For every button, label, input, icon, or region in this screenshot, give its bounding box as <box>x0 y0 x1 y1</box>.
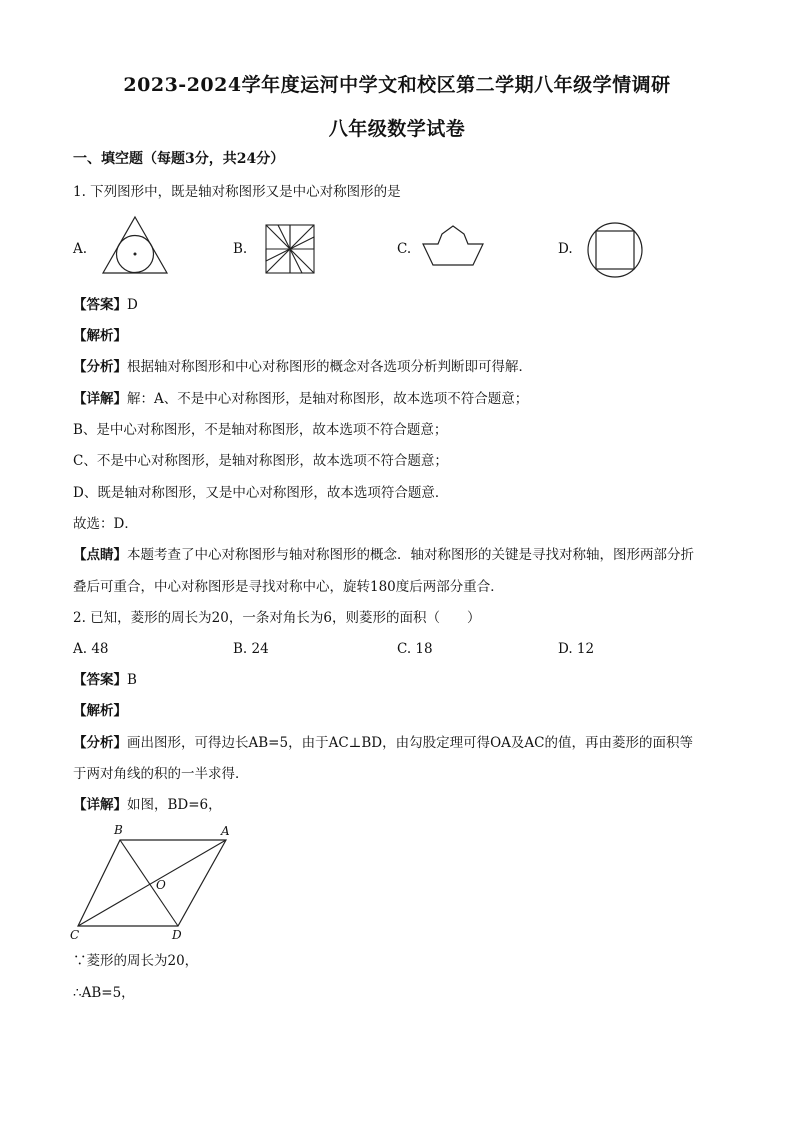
q1-option-d-figure <box>584 220 646 280</box>
answer-tag: 【答案】 <box>73 297 127 313</box>
q2-option-d: D. 12 <box>558 641 595 657</box>
q2-because: ∵菱形的周长为20， <box>73 953 199 969</box>
q1-option-c-figure <box>420 224 486 268</box>
diagonal-bd <box>120 840 178 926</box>
q1-analysis-tag <box>73 327 733 345</box>
xiangjie-tag: 【详解】 <box>73 391 127 407</box>
q1-option-c-label: C. <box>397 241 412 257</box>
triangle-shape <box>103 217 167 273</box>
q1-choose: 故选：D． <box>73 516 138 532</box>
vertex-label-a: A <box>221 824 230 838</box>
analysis-tag: 【解析】 <box>73 703 127 719</box>
xiangjie-tag: 【详解】 <box>73 797 127 813</box>
q1-answer-line <box>73 296 733 314</box>
square-shape <box>596 231 634 269</box>
section-heading: 一、填空题（每题3分，共24分） <box>73 151 285 167</box>
q2-xiangjie-line <box>73 796 733 814</box>
q2-answer: B <box>127 672 137 688</box>
q1-option-a-label: A. <box>73 241 88 257</box>
q2-option-c: C. 18 <box>397 641 433 657</box>
q2-fenxi-line <box>73 734 733 752</box>
pinwheel-shape <box>266 225 314 273</box>
q1-dianjing-1: 本题考查了中心对称图形与轴对称图形的概念．轴对称图形的关键是寻找对称轴，图形两部分折 <box>127 547 694 563</box>
q1-xiangjie-line <box>73 390 733 408</box>
q2-xiangjie: 如图，BD=6， <box>127 797 222 813</box>
q2-option-b: B. 24 <box>233 641 269 657</box>
q1-fenxi: 根据轴对称图形和中心对称图形的概念对各选项分析判断即可得解． <box>127 359 532 375</box>
exam-subtitle: 八年级数学试卷 <box>328 118 466 140</box>
rhombus-figure <box>66 820 246 946</box>
vertex-label-b: B <box>114 823 123 837</box>
center-dot <box>134 253 137 256</box>
q1-stem: 1. 下列图形中，既是轴对称图形又是中心对称图形的是 <box>73 184 401 200</box>
q2-therefore: ∴AB=5， <box>73 985 135 1001</box>
exam-title: 2023-2024学年度运河中学文和校区第二学期八年级学情调研 <box>123 74 671 96</box>
center-label-o: O <box>156 878 166 892</box>
vertex-label-c: C <box>70 928 80 942</box>
fenxi-tag: 【分析】 <box>73 359 127 375</box>
fenxi-tag: 【分析】 <box>73 735 127 751</box>
answer-tag: 【答案】 <box>73 672 127 688</box>
diagonal-ac <box>78 840 226 926</box>
vertex-label-d: D <box>172 928 182 942</box>
q2-analysis-tag <box>73 702 733 720</box>
boat-shape <box>423 226 483 265</box>
q1-dianjing-2: 叠后可重合，中心对称图形是寻找对称中心，旋转180度后两部分重合． <box>73 579 504 595</box>
q2-answer-line <box>73 671 733 689</box>
q1-dianjing-line <box>73 546 733 564</box>
q2-stem: 2. 已知，菱形的周长为20，一条对角长为6，则菱形的面积（ ） <box>73 610 481 626</box>
q1-option-b-figure <box>263 222 317 276</box>
q2-fenxi-2: 于两对角线的积的一半求得． <box>73 766 249 782</box>
q1-option-a-figure <box>100 214 170 276</box>
q1-answer: D <box>127 297 138 313</box>
dianjing-tag: 【点睛】 <box>73 547 127 563</box>
q1-option-b-label: B. <box>233 241 248 257</box>
analysis-tag: 【解析】 <box>73 328 127 344</box>
q1-line-d: D、既是轴对称图形，又是中心对称图形，故本选项符合题意． <box>73 485 449 501</box>
q1-line-b: B、是中心对称图形，不是轴对称图形，故本选项不符合题意； <box>73 422 448 438</box>
q2-fenxi-1: 画出图形，可得边长AB=5，由于AC⊥BD，由勾股定理可得OA及AC的值，再由菱形的面积等 <box>127 735 693 751</box>
q1-line-c: C、不是中心对称图形，是轴对称图形，故本选项不符合题意； <box>73 453 448 469</box>
q2-option-a: A. 48 <box>73 641 109 657</box>
q1-xiangjie: 解：A、不是中心对称图形，是轴对称图形，故本选项不符合题意； <box>127 391 529 407</box>
q1-fenxi-line <box>73 358 733 376</box>
q1-option-d-label: D. <box>558 241 573 257</box>
